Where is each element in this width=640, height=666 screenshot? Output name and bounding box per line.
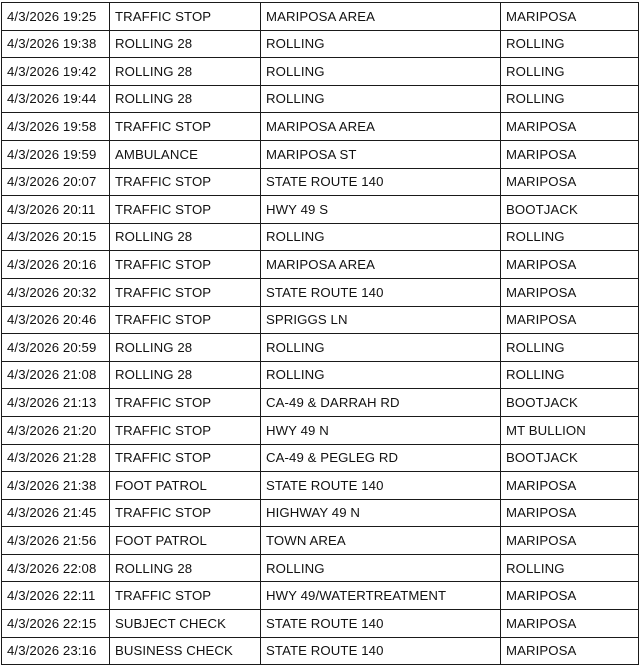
call-type-cell: TRAFFIC STOP bbox=[110, 499, 261, 527]
call-type-cell: TRAFFIC STOP bbox=[110, 582, 261, 610]
datetime-cell: 4/3/2026 20:11 bbox=[2, 196, 110, 224]
table-row bbox=[2, 58, 639, 86]
location-cell: HWY 49/WATERTREATMENT bbox=[261, 582, 501, 610]
call-type-cell: ROLLING 28 bbox=[110, 554, 261, 582]
datetime-cell: 4/3/2026 19:42 bbox=[2, 58, 110, 86]
table-row bbox=[2, 251, 639, 279]
datetime-cell: 4/3/2026 20:59 bbox=[2, 334, 110, 362]
incident-log-table bbox=[1, 2, 639, 665]
table-row bbox=[2, 582, 639, 610]
call-type-cell: TRAFFIC STOP bbox=[110, 113, 261, 141]
area-cell: MARIPOSA bbox=[501, 472, 639, 500]
call-type-cell: ROLLING 28 bbox=[110, 30, 261, 58]
datetime-cell: 4/3/2026 20:07 bbox=[2, 168, 110, 196]
table-row bbox=[2, 389, 639, 417]
area-cell: MARIPOSA bbox=[501, 3, 639, 31]
location-cell: CA-49 & DARRAH RD bbox=[261, 389, 501, 417]
datetime-cell: 4/3/2026 21:56 bbox=[2, 527, 110, 555]
datetime-cell: 4/3/2026 21:38 bbox=[2, 472, 110, 500]
area-cell: ROLLING bbox=[501, 85, 639, 113]
table-row bbox=[2, 472, 639, 500]
area-cell: ROLLING bbox=[501, 334, 639, 362]
location-cell: ROLLING bbox=[261, 334, 501, 362]
incident-log-body bbox=[2, 3, 639, 665]
table-row bbox=[2, 527, 639, 555]
datetime-cell: 4/3/2026 19:44 bbox=[2, 85, 110, 113]
datetime-cell: 4/3/2026 19:38 bbox=[2, 30, 110, 58]
datetime-cell: 4/3/2026 21:45 bbox=[2, 499, 110, 527]
datetime-cell: 4/3/2026 21:28 bbox=[2, 444, 110, 472]
table-row bbox=[2, 140, 639, 168]
area-cell: MARIPOSA bbox=[501, 306, 639, 334]
location-cell: MARIPOSA ST bbox=[261, 140, 501, 168]
location-cell: ROLLING bbox=[261, 85, 501, 113]
table-row bbox=[2, 361, 639, 389]
area-cell: MARIPOSA bbox=[501, 582, 639, 610]
datetime-cell: 4/3/2026 20:32 bbox=[2, 278, 110, 306]
location-cell: HWY 49 S bbox=[261, 196, 501, 224]
datetime-cell: 4/3/2026 22:11 bbox=[2, 582, 110, 610]
table-row bbox=[2, 444, 639, 472]
call-type-cell: TRAFFIC STOP bbox=[110, 389, 261, 417]
datetime-cell: 4/3/2026 21:20 bbox=[2, 416, 110, 444]
location-cell: HWY 49 N bbox=[261, 416, 501, 444]
datetime-cell: 4/3/2026 19:25 bbox=[2, 3, 110, 31]
location-cell: STATE ROUTE 140 bbox=[261, 278, 501, 306]
table-row bbox=[2, 168, 639, 196]
table-row bbox=[2, 499, 639, 527]
table-row bbox=[2, 30, 639, 58]
datetime-cell: 4/3/2026 22:15 bbox=[2, 610, 110, 638]
table-row bbox=[2, 637, 639, 665]
datetime-cell: 4/3/2026 19:59 bbox=[2, 140, 110, 168]
call-type-cell: SUBJECT CHECK bbox=[110, 610, 261, 638]
datetime-cell: 4/3/2026 23:16 bbox=[2, 637, 110, 665]
table-row bbox=[2, 85, 639, 113]
area-cell: ROLLING bbox=[501, 30, 639, 58]
datetime-cell: 4/3/2026 21:08 bbox=[2, 361, 110, 389]
area-cell: ROLLING bbox=[501, 554, 639, 582]
location-cell: ROLLING bbox=[261, 361, 501, 389]
call-type-cell: FOOT PATROL bbox=[110, 472, 261, 500]
area-cell: MARIPOSA bbox=[501, 168, 639, 196]
table-row bbox=[2, 113, 639, 141]
area-cell: ROLLING bbox=[501, 58, 639, 86]
call-type-cell: AMBULANCE bbox=[110, 140, 261, 168]
area-cell: BOOTJACK bbox=[501, 196, 639, 224]
call-type-cell: TRAFFIC STOP bbox=[110, 416, 261, 444]
area-cell: BOOTJACK bbox=[501, 389, 639, 417]
call-type-cell: ROLLING 28 bbox=[110, 223, 261, 251]
location-cell: MARIPOSA AREA bbox=[261, 3, 501, 31]
location-cell: HIGHWAY 49 N bbox=[261, 499, 501, 527]
area-cell: MARIPOSA bbox=[501, 499, 639, 527]
location-cell: TOWN AREA bbox=[261, 527, 501, 555]
table-row bbox=[2, 554, 639, 582]
location-cell: STATE ROUTE 140 bbox=[261, 168, 501, 196]
location-cell: STATE ROUTE 140 bbox=[261, 472, 501, 500]
area-cell: MARIPOSA bbox=[501, 251, 639, 279]
area-cell: MARIPOSA bbox=[501, 113, 639, 141]
datetime-cell: 4/3/2026 20:15 bbox=[2, 223, 110, 251]
table-row bbox=[2, 306, 639, 334]
datetime-cell: 4/3/2026 20:46 bbox=[2, 306, 110, 334]
area-cell: MARIPOSA bbox=[501, 278, 639, 306]
table-row bbox=[2, 416, 639, 444]
table-row bbox=[2, 610, 639, 638]
area-cell: ROLLING bbox=[501, 223, 639, 251]
area-cell: MARIPOSA bbox=[501, 140, 639, 168]
datetime-cell: 4/3/2026 21:13 bbox=[2, 389, 110, 417]
call-type-cell: ROLLING 28 bbox=[110, 334, 261, 362]
area-cell: MARIPOSA bbox=[501, 610, 639, 638]
location-cell: ROLLING bbox=[261, 223, 501, 251]
table-row bbox=[2, 196, 639, 224]
location-cell: CA-49 & PEGLEG RD bbox=[261, 444, 501, 472]
call-type-cell: TRAFFIC STOP bbox=[110, 3, 261, 31]
table-row bbox=[2, 278, 639, 306]
call-type-cell: TRAFFIC STOP bbox=[110, 196, 261, 224]
table-row bbox=[2, 223, 639, 251]
location-cell: ROLLING bbox=[261, 58, 501, 86]
call-type-cell: ROLLING 28 bbox=[110, 361, 261, 389]
area-cell: MARIPOSA bbox=[501, 637, 639, 665]
location-cell: MARIPOSA AREA bbox=[261, 251, 501, 279]
datetime-cell: 4/3/2026 19:58 bbox=[2, 113, 110, 141]
datetime-cell: 4/3/2026 20:16 bbox=[2, 251, 110, 279]
location-cell: MARIPOSA AREA bbox=[261, 113, 501, 141]
area-cell: BOOTJACK bbox=[501, 444, 639, 472]
call-type-cell: FOOT PATROL bbox=[110, 527, 261, 555]
call-type-cell: TRAFFIC STOP bbox=[110, 251, 261, 279]
call-type-cell: TRAFFIC STOP bbox=[110, 306, 261, 334]
location-cell: ROLLING bbox=[261, 554, 501, 582]
location-cell: ROLLING bbox=[261, 30, 501, 58]
area-cell: MT BULLION bbox=[501, 416, 639, 444]
area-cell: MARIPOSA bbox=[501, 527, 639, 555]
call-type-cell: TRAFFIC STOP bbox=[110, 168, 261, 196]
location-cell: STATE ROUTE 140 bbox=[261, 637, 501, 665]
location-cell: STATE ROUTE 140 bbox=[261, 610, 501, 638]
call-type-cell: ROLLING 28 bbox=[110, 85, 261, 113]
call-type-cell: BUSINESS CHECK bbox=[110, 637, 261, 665]
table-row bbox=[2, 334, 639, 362]
datetime-cell: 4/3/2026 22:08 bbox=[2, 554, 110, 582]
area-cell: ROLLING bbox=[501, 361, 639, 389]
call-type-cell: TRAFFIC STOP bbox=[110, 278, 261, 306]
call-type-cell: TRAFFIC STOP bbox=[110, 444, 261, 472]
call-type-cell: ROLLING 28 bbox=[110, 58, 261, 86]
location-cell: SPRIGGS LN bbox=[261, 306, 501, 334]
table-row bbox=[2, 3, 639, 31]
